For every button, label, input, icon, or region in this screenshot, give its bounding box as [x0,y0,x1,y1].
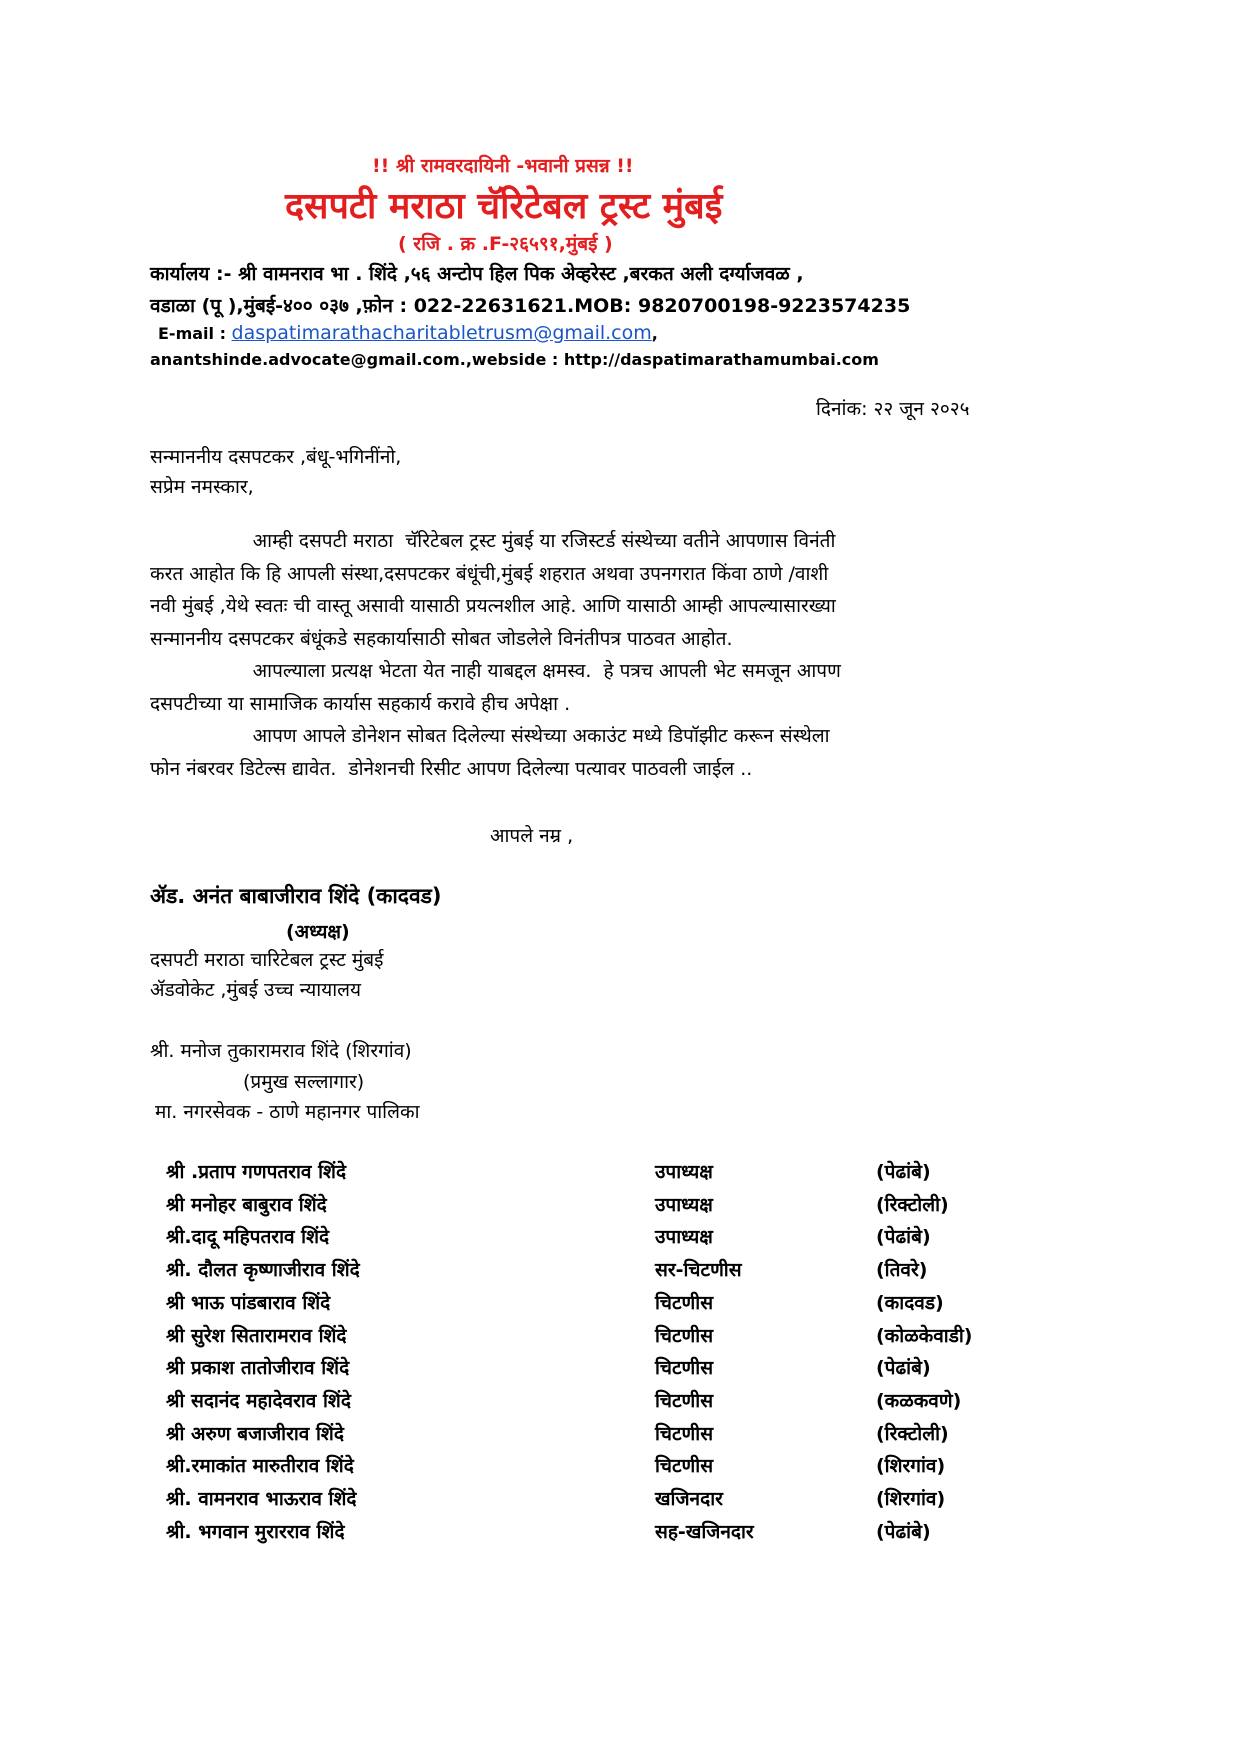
member-village: (रिक्टोली) [876,1193,949,1216]
member-name: श्री भाऊ पांडबाराव शिंदे [166,1291,331,1314]
member-row [0,1387,1241,1419]
member-name: श्री.रमाकांत मारुतीराव शिंदे [166,1455,354,1478]
email-label: E-mail : [158,324,232,343]
advisor-title: मा. नगरसेवक - ठाणे महानगर पालिका [155,1101,420,1123]
member-post: उपाध्यक्ष [655,1161,713,1183]
member-name: श्री .प्रताप गणपतराव शिंदे [166,1161,347,1183]
email-suffix: , [651,324,658,343]
member-village: (तिवरे) [876,1259,928,1282]
member-name: श्री. दौलत कृष्णाजीराव शिंदे [166,1259,360,1282]
member-row [0,1354,1241,1386]
trust-name-heading: दसपटी मराठा चॅरिटेबल ट्रस्ट मुंबई [285,186,723,227]
registration-number: ( रजि . क्र .F-२६५९१,मुंबई ) [398,233,613,255]
website-line: anantshinde.advocate@gmail.com.,webside : http://daspatimarathamumbai.com [150,350,879,369]
greeting-line: सप्रेम नमस्कार, [150,476,254,498]
member-row [0,1452,1241,1484]
member-name: श्री. भगवान मुरारराव शिंदे [166,1520,345,1543]
member-village: (कादवड) [876,1291,944,1314]
salutation-line: सन्माननीय दसपटकर ,बंधू-भगिनींनो, [150,446,402,468]
advisor-role: (प्रमुख सल्लागार) [243,1071,365,1093]
body-text-line: आपण आपले डोनेशन सोबत दिलेल्या संस्थेच्या अकाउंट मध्ये डिपॉझीट करून संस्थेला [150,725,830,747]
member-post: चिटणीस [655,1389,714,1412]
body-text-line: करत आहोत कि हि आपली संस्था,दसपटकर बंधूंची,मुंबई शहरात अथवा उपनगरात किंवा ठाणे /वाशी [150,562,829,585]
invocation-line: !! श्री रामवरदायिनी -भवानी प्रसन्न !! [372,155,634,177]
member-post: चिटणीस [655,1455,714,1478]
member-post: चिटणीस [655,1422,714,1445]
member-post: सर-चिटणीस [655,1259,742,1282]
member-row [0,1420,1241,1452]
signatory-role: (अध्यक्ष) [286,921,350,943]
advisor-name: श्री. मनोज तुकारामराव शिंदे (शिरगांव) [150,1040,412,1062]
signatory-name: ॲड. अनंत बाबाजीराव शिंदे (कादवड) [150,884,442,908]
office-address-line-1: कार्यालय :- श्री वामनराव भा . शिंदे ,५६ अन्टोप हिल पिक अेव्हरेस्ट ,बरकत अली दर्ग्याजवळ , [150,263,804,285]
member-village: (कळकवणे) [876,1389,962,1412]
member-post: चिटणीस [655,1324,714,1347]
member-village: (पेढांबे) [876,1226,931,1249]
member-post: उपाध्यक्ष [655,1226,713,1249]
member-name: श्री.दादू महिपतराव शिंदे [166,1226,330,1249]
body-text-line: दसपटीच्या या सामाजिक कार्यास सहकार्य करावे हीच अपेक्षा . [150,692,571,715]
signatory-title: ॲडवोकेट ,मुंबई उच्च न्यायालय [150,979,362,1001]
member-row [0,1223,1241,1255]
member-row [0,1485,1241,1517]
member-row [0,1518,1241,1550]
member-post: चिटणीस [655,1357,714,1380]
email-line [158,322,658,344]
member-village: (पेढांबे) [876,1520,931,1543]
signatory-organization: दसपटी मराठा चारिटेबल ट्रस्ट मुंबई [150,949,384,971]
body-text-line: आम्ही दसपटी मराठा चॅरिटेबल ट्रस्ट मुंबई या रजिस्टर्ड संस्थेच्या वतीने आपणास विनंती [150,530,836,552]
letter-date: दिनांक: २२ जून २०२५ [816,398,970,420]
closing-line: आपले नम्र , [490,825,574,847]
member-village: (रिक्टोली) [876,1422,949,1445]
member-name: श्री मनोहर बाबुराव शिंदे [166,1193,327,1216]
body-text-line: सन्माननीय दसपटकर बंधूंकडे सहकार्यासाठी सोबत जोडलेले विनंतीपत्र पाठवत आहोत. [150,627,733,650]
member-row [0,1158,1241,1190]
member-name: श्री सदानंद महादेवराव शिंदे [166,1389,351,1412]
member-name: श्री अरुण बजाजीराव शिंदे [166,1422,344,1445]
body-text-line: आपल्याला प्रत्यक्ष भेटता येत नाही याबद्दल क्षमस्व. हे पत्रच आपली भेट समजून आपण [150,660,841,682]
body-text-line: नवी मुंबई ,येथे स्वतः ची वास्तू असावी यासाठी प्रयत्नशील आहे. आणि यासाठी आम्ही आपल्यासारख्या [150,595,836,617]
member-post: सह-खजिनदार [655,1520,754,1543]
member-name: श्री प्रकाश तातोजीराव शिंदे [166,1357,350,1380]
member-post: खजिनदार [655,1488,723,1510]
member-name: श्री. वामनराव भाऊराव शिंदे [166,1488,357,1510]
member-village: (पेढांबे) [876,1357,931,1380]
member-post: उपाध्यक्ष [655,1193,713,1216]
member-row [0,1256,1241,1288]
member-row [0,1322,1241,1354]
member-post: चिटणीस [655,1291,714,1314]
member-village: (पेढांबे) [876,1161,931,1183]
body-text-line: फोन नंबरवर डिटेल्स द्यावेत. डोनेशनची रिसीट आपण दिलेल्या पत्यावर पाठवली जाईल .. [150,757,753,780]
member-row [0,1191,1241,1223]
member-row [0,1289,1241,1321]
member-name: श्री सुरेश सितारामराव शिंदे [166,1324,347,1347]
member-village: (शिरगांव) [876,1488,946,1510]
member-village: (शिरगांव) [876,1455,946,1478]
member-village: (कोळकेवाडी) [876,1324,973,1347]
office-address-line-2: वडाळा (पू ),मुंबई-४०० ०३७ ,फ़ोन : 022-22631621.MOB: 9820700198-9223574235 [150,295,911,317]
email-link[interactable]: daspatimarathacharitabletrusm@gmail.com [231,322,652,344]
